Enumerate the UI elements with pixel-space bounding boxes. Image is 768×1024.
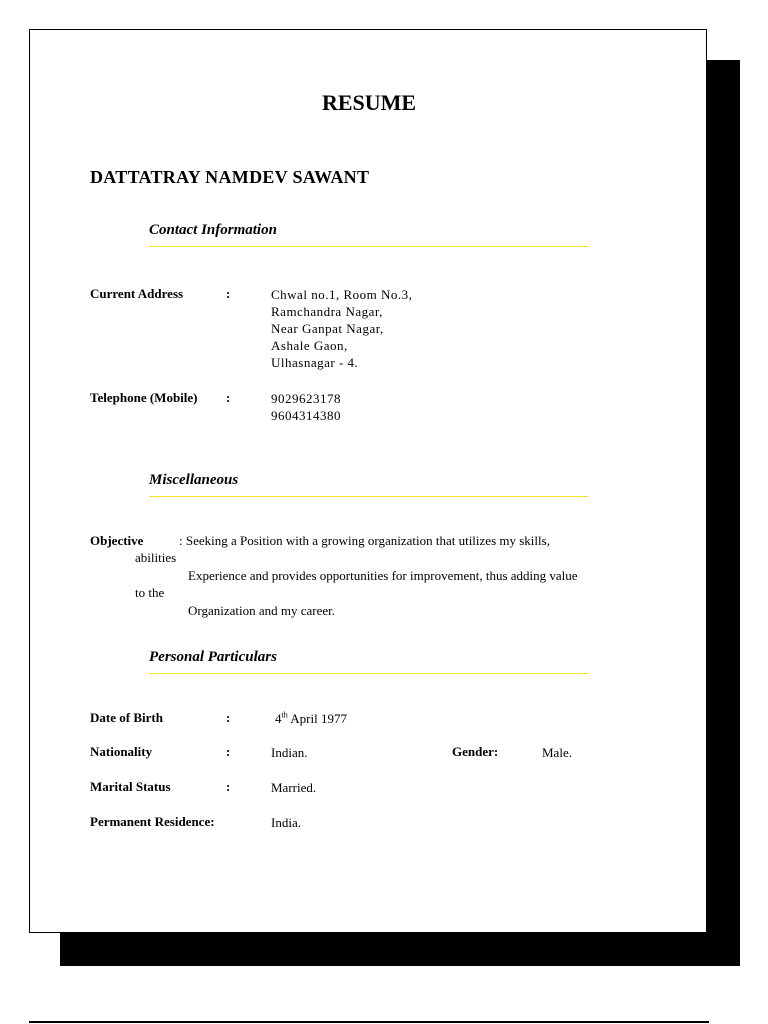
marital-colon: :	[226, 779, 231, 794]
dob-value	[275, 710, 347, 727]
phone-colon: :	[226, 390, 231, 405]
address-line: Ashale Gaon,	[271, 338, 348, 353]
objective-line: Organization and my career.	[188, 603, 336, 618]
objective-line: to the	[135, 585, 165, 600]
address-block	[271, 286, 412, 371]
marital-value: Married.	[271, 780, 317, 795]
dob-colon: :	[226, 710, 231, 725]
residence-value: India.	[271, 815, 301, 830]
page-divider	[29, 1021, 709, 1023]
residence-label: Permanent Residence:	[90, 814, 215, 829]
address-colon: :	[226, 286, 231, 301]
nationality-label: Nationality	[90, 744, 153, 759]
section-heading-contact: Contact Information	[149, 222, 277, 238]
gender-value: Male.	[542, 745, 572, 760]
section-rule-misc	[149, 496, 588, 497]
dob-label: Date of Birth	[90, 710, 163, 725]
document-title: RESUME	[321, 90, 417, 115]
section-rule-personal	[149, 673, 588, 674]
phone-label: Telephone (Mobile)	[90, 390, 198, 405]
phone-number: 9029623178	[271, 391, 341, 406]
address-label: Current Address	[90, 286, 184, 301]
objective-line: abilities	[135, 550, 177, 565]
objective-label: Objective	[90, 533, 144, 548]
address-line: Ramchandra Nagar,	[271, 304, 383, 319]
dob-suffix: th	[281, 710, 288, 720]
gender-label: Gender:	[452, 744, 499, 759]
section-heading-personal: Personal Particulars	[149, 649, 277, 665]
objective-line: Experience and provides opportunities for improvement, thus adding value	[188, 568, 578, 583]
resume-page	[29, 29, 707, 933]
nationality-value: Indian.	[271, 745, 308, 760]
phone-number: 9604314380	[271, 408, 341, 423]
address-line: Ulhasnagar - 4.	[271, 355, 359, 370]
phone-block	[271, 390, 341, 424]
candidate-name: DATTATRAY NAMDEV SAWANT	[90, 167, 370, 187]
dob-day: 4	[275, 711, 282, 726]
section-heading-misc: Miscellaneous	[149, 472, 239, 488]
nationality-colon: :	[226, 744, 231, 759]
section-rule-contact	[149, 246, 588, 247]
objective-line: : Seeking a Position with a growing organization that utilizes my skills,	[179, 533, 550, 548]
address-line: Chwal no.1, Room No.3,	[271, 287, 413, 302]
dob-rest: April 1977	[287, 711, 347, 726]
address-line: Near Ganpat Nagar,	[271, 321, 384, 336]
marital-label: Marital Status	[90, 779, 171, 794]
